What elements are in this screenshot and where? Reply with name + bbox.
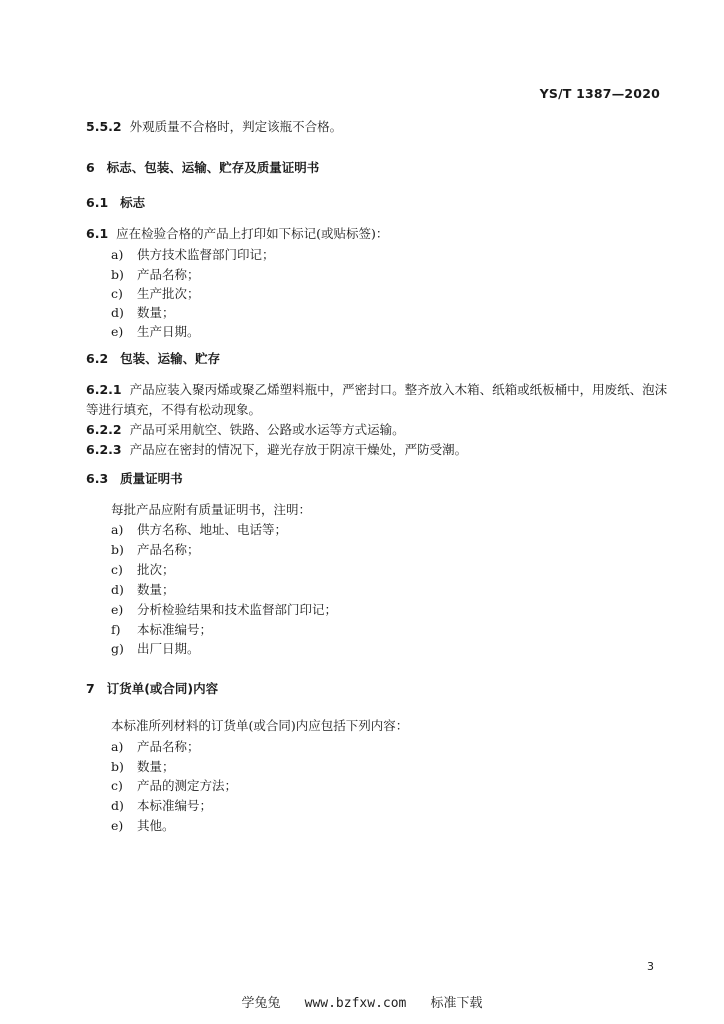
list-item: c) 批次； — [111, 562, 175, 577]
clause-number: 6.2.3 — [86, 442, 122, 457]
footer-url-link[interactable]: www.bzfxw.com — [304, 996, 407, 1011]
clause-6-2-2 — [86, 422, 405, 438]
clause-6-2-1-cont: 等进行填充，不得有松动现象。 — [86, 402, 262, 417]
clause-5-5-2 — [86, 119, 342, 135]
footer-site-name: 学兔兔 — [241, 996, 281, 1011]
clause-6-2-1 — [86, 382, 667, 398]
list-item: d) 本标准编号； — [111, 798, 213, 813]
clause-text: 外观质量不合格时，判定该瓶不合格。 — [129, 119, 343, 134]
clause-7-intro: 本标准所列材料的订货单(或合同)内应包括下列内容： — [111, 718, 409, 733]
section-title: 包装、运输、贮存 — [120, 351, 221, 366]
list-item: b) 产品名称； — [111, 542, 200, 557]
clause-text: 产品应在密封的情况下，避光存放于阴凉干燥处，严防受潮。 — [129, 442, 468, 457]
list-item: a) 供方名称、地址、电话等； — [111, 522, 288, 537]
section-title: 标志 — [120, 195, 146, 210]
list-item: c) 生产批次； — [111, 286, 200, 301]
list-item: e) 生产日期。 — [111, 324, 200, 339]
clause-number: 5.5.2 — [86, 119, 122, 134]
section-number: 6.3 — [86, 471, 109, 486]
section-title: 订货单(或合同)内容 — [106, 681, 219, 696]
list-item: d) 数量； — [111, 582, 175, 597]
list-item: c) 产品的测定方法； — [111, 778, 238, 793]
section-6-1-heading — [86, 195, 145, 211]
section-6-3-heading — [86, 471, 183, 487]
section-number: 6.2 — [86, 351, 109, 366]
section-title: 标志、包装、运输、贮存及质量证明书 — [106, 160, 320, 175]
list-item: e) 其他。 — [111, 818, 175, 833]
section-6-2-heading — [86, 351, 220, 367]
section-number: 6.1 — [86, 195, 109, 210]
list-item: d) 数量； — [111, 305, 175, 320]
list-item: f) 本标准编号； — [111, 622, 213, 637]
list-item: a) 产品名称； — [111, 739, 200, 754]
section-title: 质量证明书 — [120, 471, 183, 486]
page-number: 3 — [647, 960, 654, 973]
list-item: b) 产品名称； — [111, 267, 200, 282]
clause-6-3-intro: 每批产品应附有质量证明书，注明： — [111, 502, 312, 517]
clause-6-1-intro — [86, 226, 388, 242]
watermark-footer — [0, 992, 724, 1011]
clause-text: 产品应装入聚丙烯或聚乙烯塑料瓶中，严密封口。整齐放入木箱、纸箱或纸板桶中，用废纸、泡沫 — [129, 382, 668, 397]
list-item: g) 出厂日期。 — [111, 641, 200, 656]
list-item: e) 分析检验结果和技术监督部门印记； — [111, 602, 338, 617]
clause-number: 6.2.2 — [86, 422, 122, 437]
list-item: b) 数量； — [111, 759, 175, 774]
section-number: 6 — [86, 160, 95, 175]
standard-code: YS/T 1387—2020 — [539, 86, 660, 101]
footer-site-tagline: 标准下载 — [430, 996, 483, 1011]
list-item: a) 供方技术监督部门印记； — [111, 247, 275, 262]
clause-number: 6.1 — [86, 226, 109, 241]
section-number: 7 — [86, 681, 95, 696]
clause-text: 产品可采用航空、铁路、公路或水运等方式运输。 — [129, 422, 405, 437]
clause-6-2-3 — [86, 442, 467, 458]
clause-text: 应在检验合格的产品上打印如下标记(或贴标签)： — [116, 226, 389, 241]
clause-number: 6.2.1 — [86, 382, 122, 397]
section-7-heading — [86, 681, 218, 697]
section-6-heading — [86, 160, 319, 176]
